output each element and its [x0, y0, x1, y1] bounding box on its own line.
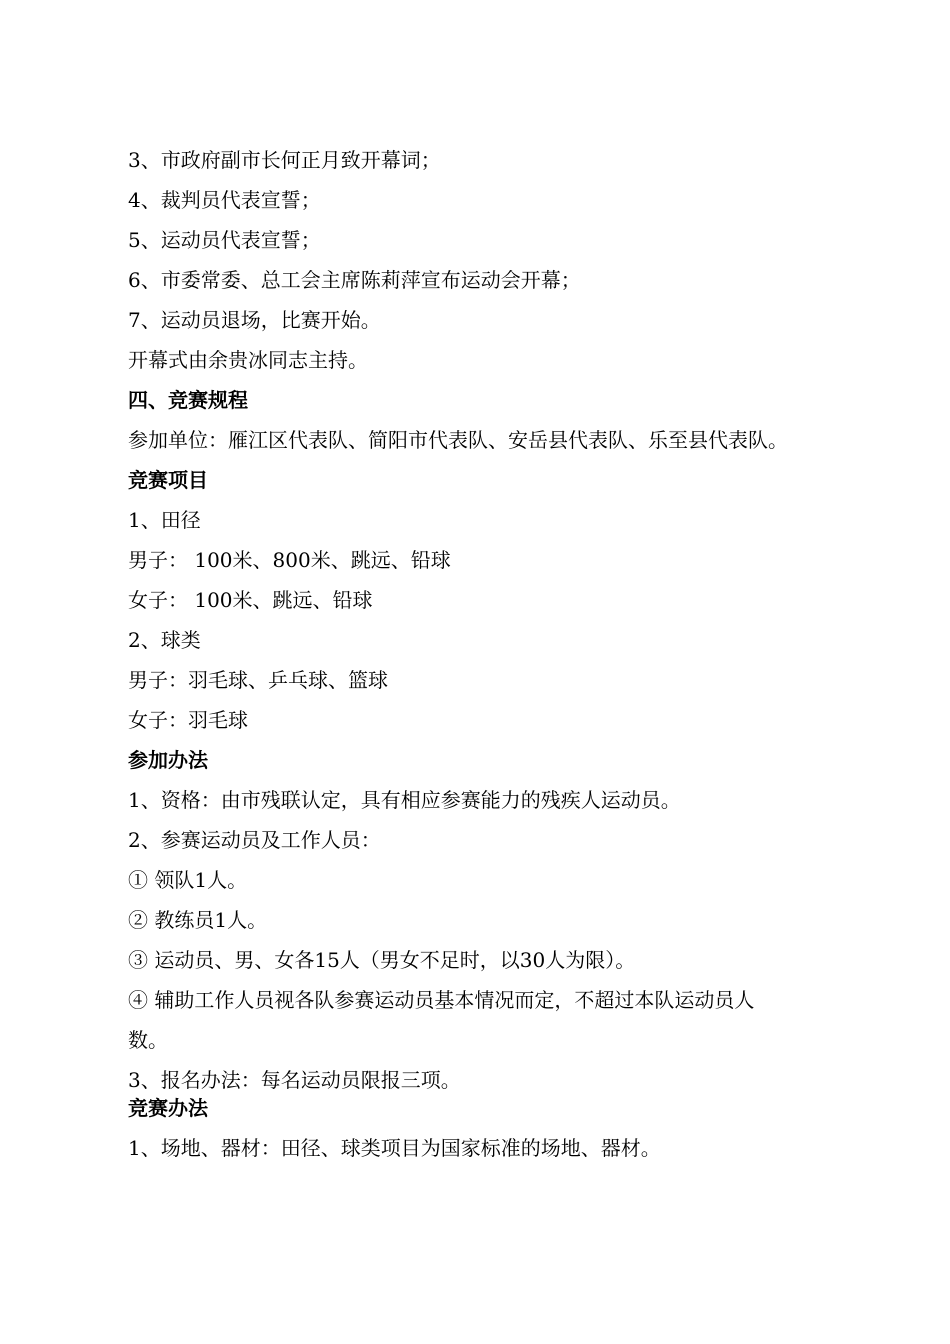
opening-host-text: 开幕式由余贵冰同志主持。 — [128, 348, 368, 372]
staff-item-4-continued: 数。 — [128, 1028, 168, 1052]
staff-item-1: ① 领队1人。 — [128, 868, 248, 892]
section-heading-rules: 四、竞赛规程 — [128, 388, 248, 412]
opening-step-7: 7、运动员退场，比赛开始。 — [128, 308, 381, 332]
event-women-ball: 女子：羽毛球 — [128, 708, 248, 732]
opening-step-3: 3、市政府副市长何正月致开幕词； — [128, 148, 441, 172]
subheading-events: 竞赛项目 — [128, 468, 208, 492]
event-ball-games: 2、球类 — [128, 628, 201, 652]
opening-step-4: 4、裁判员代表宣誓； — [128, 188, 321, 212]
event-track-field: 1、田径 — [128, 508, 201, 532]
registration-method: 3、报名办法：每名运动员限报三项。 — [128, 1068, 461, 1092]
subheading-competition-method: 竞赛办法 — [128, 1096, 208, 1120]
competition-venue-equipment: 1、场地、器材：田径、球类项目为国家标准的场地、器材。 — [128, 1136, 661, 1160]
opening-step-5: 5、运动员代表宣誓； — [128, 228, 321, 252]
opening-step-6: 6、市委常委、总工会主席陈莉萍宣布运动会开幕； — [128, 268, 581, 292]
event-women-track: 女子： 100米、跳远、铅球 — [128, 588, 373, 612]
participation-staff: 2、参赛运动员及工作人员： — [128, 828, 381, 852]
event-men-ball: 男子：羽毛球、乒乓球、篮球 — [128, 668, 388, 692]
event-men-track: 男子： 100米、800米、跳远、铅球 — [128, 548, 451, 572]
staff-item-2: ② 教练员1人。 — [128, 908, 268, 932]
staff-item-4: ④ 辅助工作人员视各队参赛运动员基本情况而定，不超过本队运动员人 — [128, 988, 755, 1012]
subheading-participation: 参加办法 — [128, 748, 208, 772]
participation-qualification: 1、资格：由市残联认定，具有相应参赛能力的残疾人运动员。 — [128, 788, 681, 812]
participating-units-text: 参加单位：雁江区代表队、简阳市代表队、安岳县代表队、乐至县代表队。 — [128, 428, 788, 452]
staff-item-3: ③ 运动员、男、女各15人（男女不足时，以30人为限）。 — [128, 948, 636, 972]
